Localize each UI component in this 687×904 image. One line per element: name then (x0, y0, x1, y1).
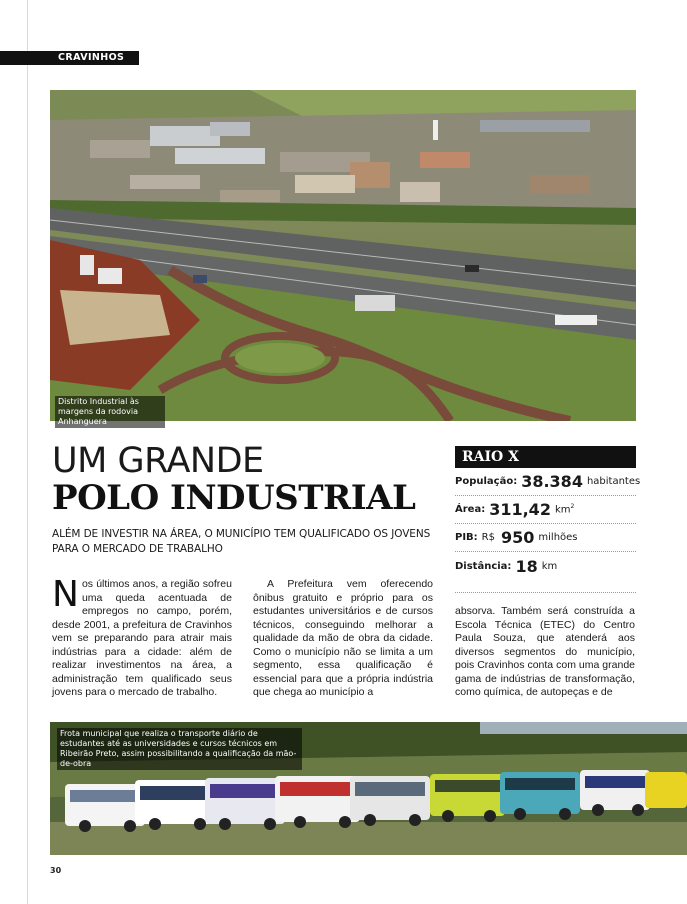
body-column-2 (253, 578, 433, 700)
populacao-value: 38.384 (521, 472, 583, 491)
raio-x-distancia (455, 552, 636, 580)
raio-x-title: RAIO X (455, 446, 636, 468)
distancia-unit: km (541, 560, 558, 572)
raio-x-box (455, 446, 641, 580)
bus-photo-caption: Frota municipal que realiza o transporte diário de estudantes até as universidades e cursos técnicos em Ribeirão Preto, assim possibilitando a qualificação da mão-de-obra (57, 728, 302, 770)
populacao-unit: habitantes (586, 476, 641, 487)
raio-x-area (455, 496, 636, 524)
headline-line-2: POLO INDUSTRIAL (52, 478, 416, 518)
distancia-label: Distância: (455, 560, 512, 572)
hero-photo-caption: Distrito Industrial às margens da rodovia Anhanguera (55, 396, 165, 428)
area-label: Área: (455, 504, 486, 515)
area-unit-exponent: 2 (570, 503, 575, 511)
hero-aerial-photo (50, 90, 636, 421)
drop-cap: N (52, 574, 79, 615)
pib-label: PIB: (455, 532, 478, 543)
pib-unit: milhões (538, 532, 578, 543)
pib-prefix: R$ (481, 532, 495, 543)
raio-x-bottom-divider (455, 592, 636, 593)
aerial-illustration (50, 90, 636, 421)
body-paragraph-2: A Prefeitura vem oferecendo ônibus gratuito e próprio para os estudantes universitários e de cursos técnicos, conseguindo melhorar a qualidade da mão de obra da cidade. Como o município não se limita a um segmento, essa qualificação é essencial para que a própria indústria que chega ao município a (253, 578, 433, 698)
raio-x-populacao (455, 468, 641, 496)
raio-x-pib (455, 524, 636, 552)
area-value: 311,42 (489, 500, 551, 519)
body-column-3 (455, 605, 635, 700)
body-paragraph-1: os últimos anos, a região sofreu uma queda acentuada de empregos no campo, porém, desde 2001, a prefeitura de Cravinhos vem se preparando para atrair mais indústrias para a cidade: além de realizar investimentos na área, a administração tem qualificado seus jovens para o mercado de trabalho. (52, 578, 232, 698)
section-tag: CRAVINHOS (0, 51, 139, 65)
body-paragraph-3: absorva. Também será construída a Escola Técnica (ETEC) do Centro Paula Souza, que atenderá aos diversos segmentos do município, pois Cravinhos conta com uma grande gama de indústrias de transformação, como química, de autopeças e de (455, 605, 635, 698)
page-margin-rule (27, 0, 28, 904)
populacao-label: População: (455, 476, 518, 487)
body-column-1 (52, 574, 232, 700)
article-subhead: ALÉM DE INVESTIR NA ÁREA, O MUNICÍPIO TEM QUALIFICADO OS JOVENS PARA O MERCADO DE TRABALHO (52, 528, 431, 555)
area-unit-text: km (554, 504, 571, 516)
pib-value: 950 (500, 528, 535, 547)
distancia-value: 18 (515, 556, 538, 576)
headline-line-1: UM GRANDE (52, 441, 264, 481)
area-unit (555, 503, 574, 515)
article-headline (52, 442, 442, 516)
page-number: 30 (50, 866, 62, 875)
